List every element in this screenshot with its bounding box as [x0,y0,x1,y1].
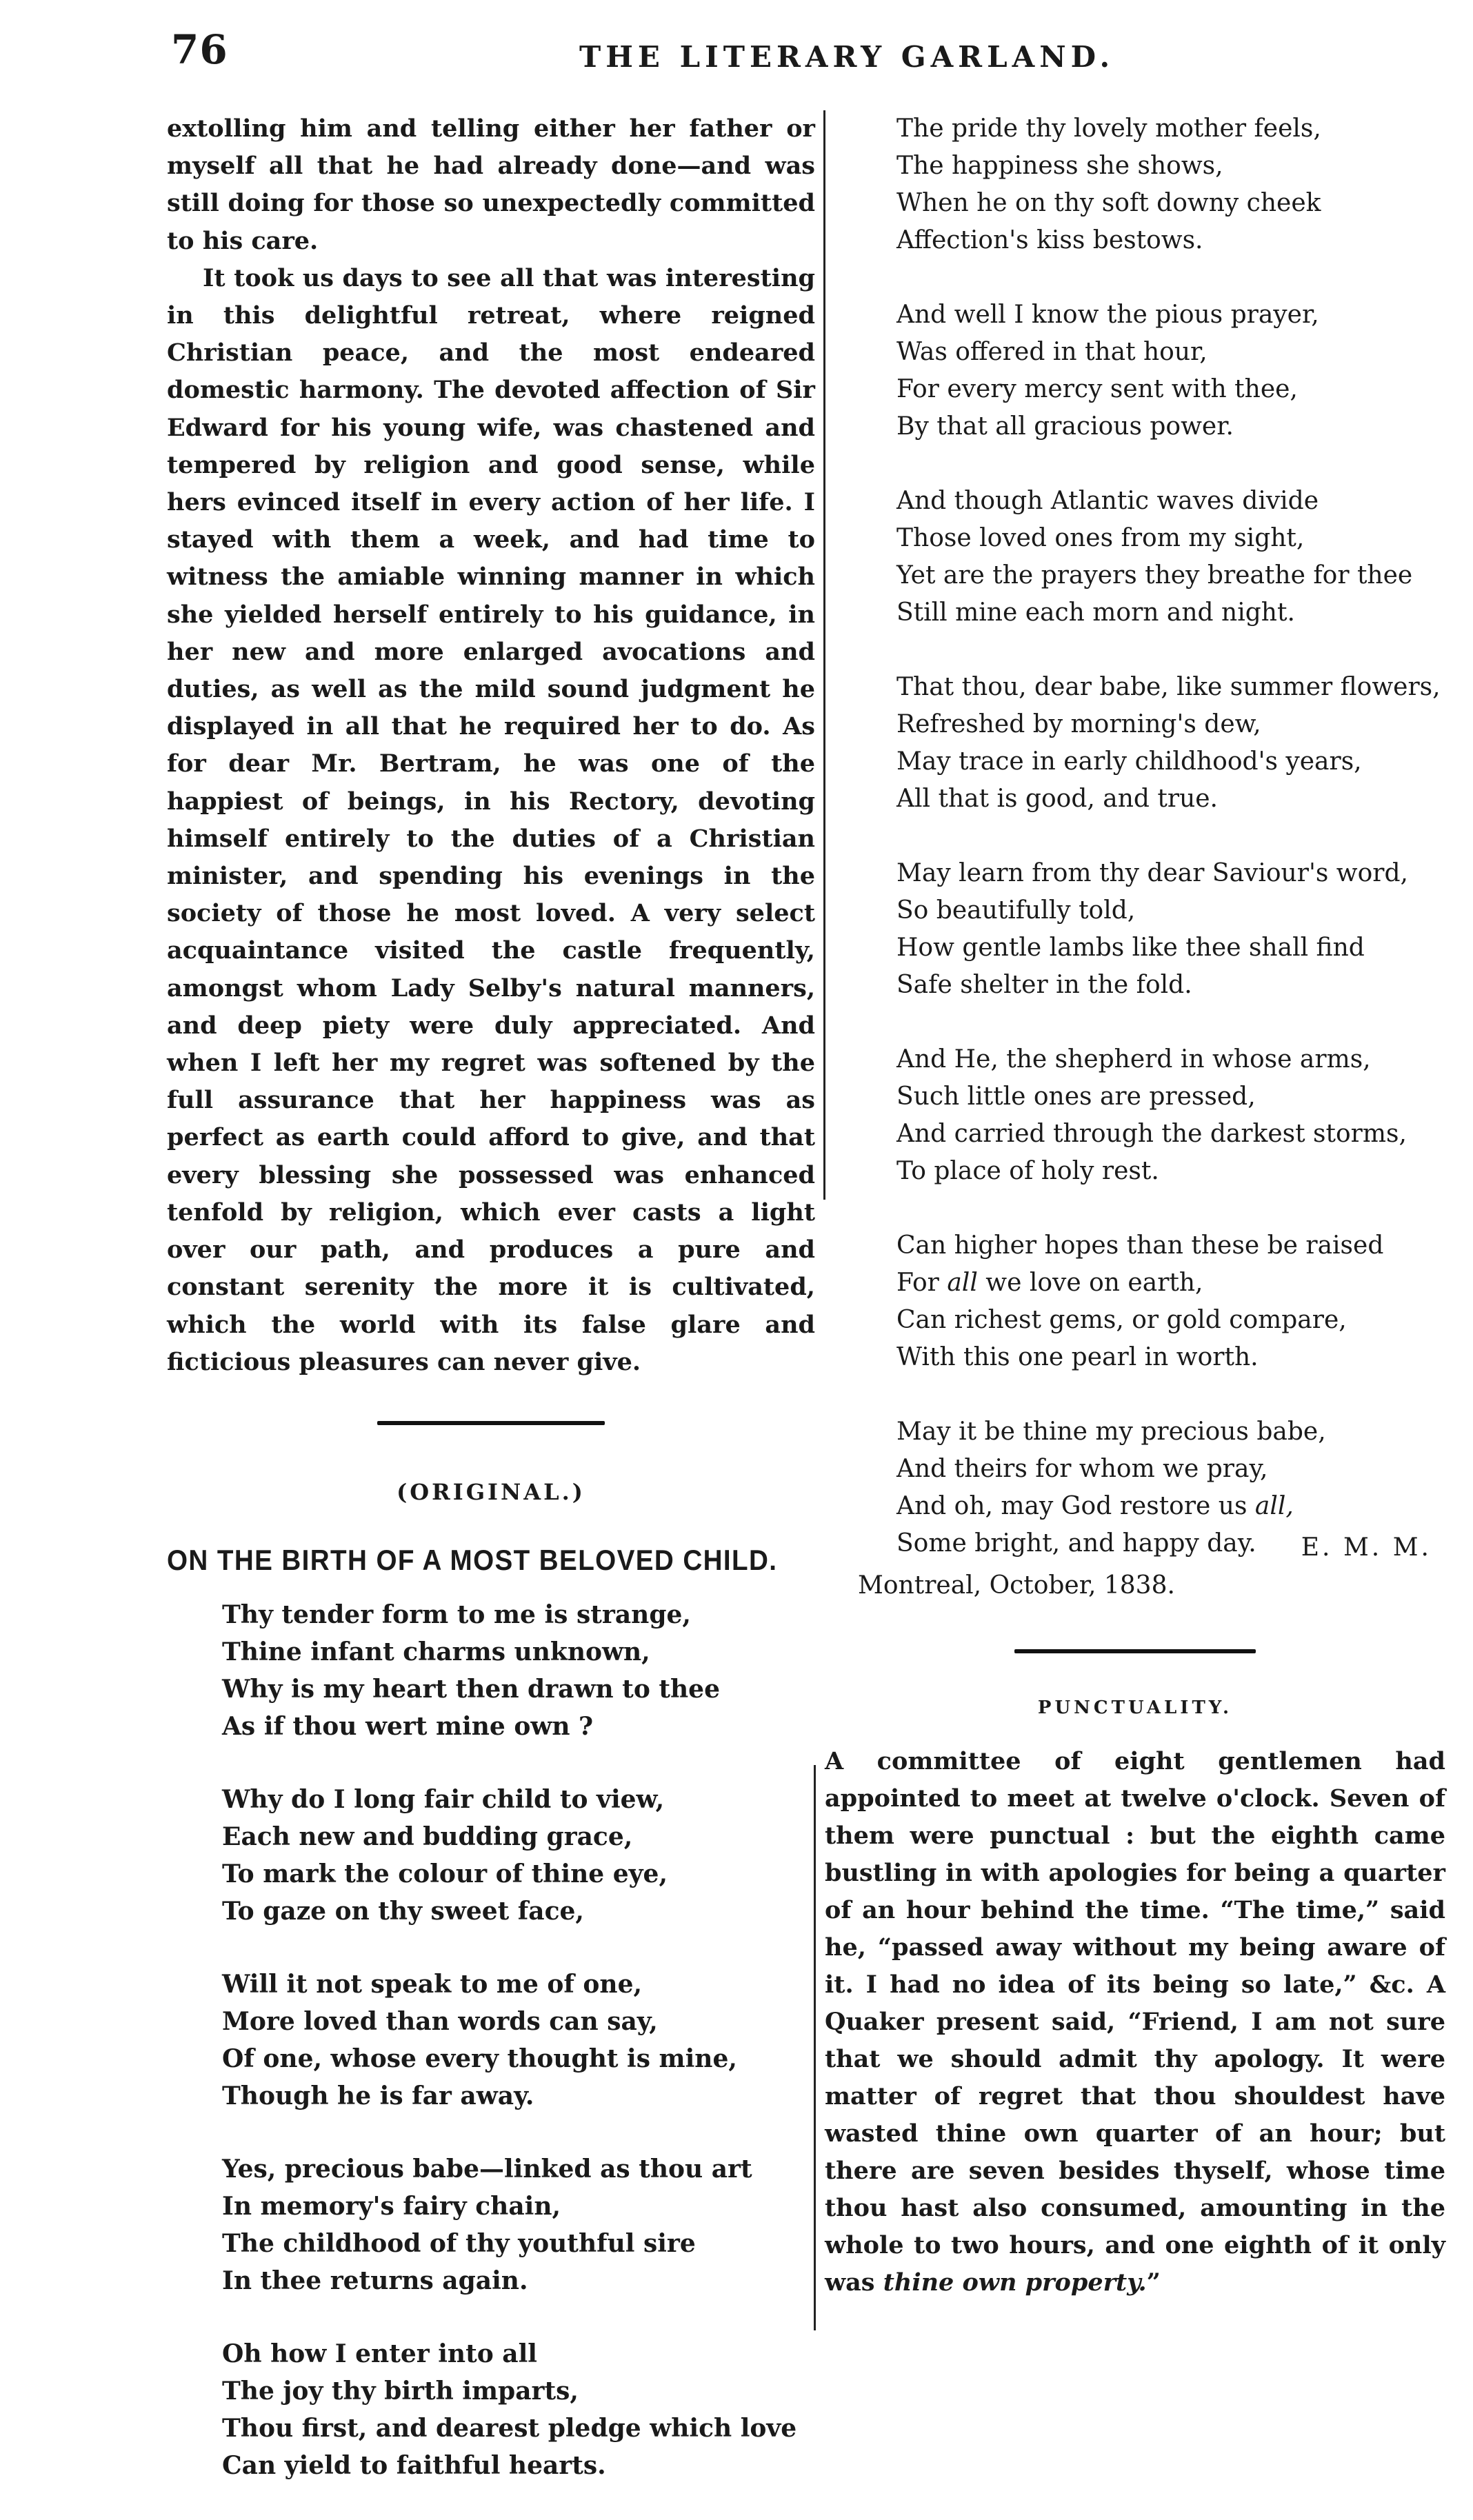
poem-line-part: we love on earth, [977,1269,1203,1297]
punctuality-emphasis: thine own property. [883,2268,1147,2297]
poem-line: Was offered in that hour, [896,338,1208,366]
poem-line: Thy tender form to me is strange, [222,1600,691,1629]
poem-stanza [222,2335,815,2484]
poem-line: To mark the colour of thine eye, [222,1859,668,1888]
poem-line: Still mine each morn and night. [896,598,1295,627]
poem-line: Though he is far away. [222,2081,534,2110]
poem-signature: E. M. M. [1301,1533,1432,1562]
poem-line-emphasis: all [947,1269,978,1297]
poem-line: Safe shelter in the fold. [896,971,1192,999]
poem-stanza [896,483,1445,632]
poem-line: Affection's kiss bestows. [896,226,1203,254]
punctuality-closing-quote: ” [1146,2268,1161,2297]
poem-line: Thou first, and dearest pledge which love [222,2413,797,2443]
poem-stanza [896,1227,1445,1376]
poem-line: The joy thy birth imparts, [222,2376,579,2406]
poem-line: To place of holy rest. [896,1157,1159,1185]
poem-line: All that is good, and true. [896,785,1218,813]
poem-line: May trace in early childhood's years, [896,747,1362,776]
poem-line: May it be thine my precious babe, [896,1418,1326,1446]
poem-line: Those loved ones from my sight, [896,524,1305,552]
poem-stanza [222,2150,815,2299]
poem-line: Yes, precious babe—linked as thou art [222,2154,752,2184]
poem-stanza [896,1041,1445,1190]
section-divider [377,1421,605,1425]
story-conclusion [167,110,815,1381]
story-paragraph: extolling him and telling either her father or myself all that he had already done—and was still doing for those so unexpectedly committed to his care. [167,114,815,255]
page-number: 76 [171,26,228,73]
poem-line: When he on thy soft downy cheek [896,189,1321,217]
poem-line: Can richest gems, or gold compare, [896,1306,1347,1334]
poem-line: Yet are the prayers they breathe for thee [896,561,1413,589]
story-paragraph: It took us days to see all that was interesting in this delightful retreat, where reigned Christian peace, and the most endeared domestic harmony. The devoted affection of Sir Edward for his young wife, was chastened and tempered by religion and good sense, while hers evinced itself in every action of her life. I stayed with them a week, and had time to witness the amiable winning manner in which she yielded herself entirely to his guidance, in her new and more enlarged avocations and duties, as well as the mild sound judgment he displayed in all that he required her to do. As for dear Mr. Bertram, he was one of the happiest of beings, in his Rectory, devoting himself entirely to the duties of a Christian minister, and spending his evenings in the society of those he most loved. A very select acquaintance visited the castle frequently, amongst whom Lady Selby's natural manners, and deep piety were duly appreciated. And when I left her my regret was softened by the full assurance that her happiness was as perfect as earth could afford to give, and that every blessing she possessed was enhanced tenfold by religion, which ever casts a light over our path, and produces a pure and constant serenity the more it is cultivated, which the world with its false glare and ficticious pleasures can never give. [167,263,815,1376]
section-divider [1014,1649,1256,1653]
poem-line: So beautifully told, [896,896,1136,925]
poem-line: The happiness she shows, [896,152,1223,180]
poem-line: That thou, dear babe, like summer flowers, [896,673,1441,701]
poem-line: In memory's fairy chain, [222,2191,561,2221]
poem-line: As if thou wert mine own ? [222,1711,594,1741]
poem-line: To gaze on thy sweet face, [222,1896,584,1926]
poem-stanza [896,296,1445,445]
poem-line: How gentle lambs like thee shall find [896,934,1365,962]
poem-line: Why do I long fair child to view, [222,1784,665,1814]
poem-right-part [825,110,1445,1562]
poem-line: The pride thy lovely mother feels, [896,114,1321,143]
left-column [167,110,815,2520]
poem-line: The childhood of thy youthful sire [222,2228,696,2258]
punctuality-text [825,1743,1445,2301]
poem-line: Each new and budding grace, [222,1822,633,1851]
poem-line: And theirs for whom we pray, [896,1455,1268,1483]
poem-line: Of one, whose every thought is mine, [222,2044,737,2073]
poem-line-emphasis: all, [1254,1492,1294,1520]
poem-line: Thine infant charms unknown, [222,1637,650,1666]
poem-line: Such little ones are pressed, [896,1082,1256,1111]
poem-stanza [222,1781,815,1930]
poem-line: In thee returns again. [222,2266,528,2295]
poem-stanza [222,1966,815,2115]
poem-stanza [896,110,1445,259]
original-label: (ORIGINAL.) [397,1478,585,1505]
poem-stanza [896,855,1445,1004]
poem-line: More loved than words can say, [222,2006,658,2036]
poem-line: And though Atlantic waves divide [896,487,1319,515]
poem-line [896,1264,1445,1302]
poem-title: ON THE BIRTH OF A MOST BELOVED CHILD. [167,1543,778,1576]
poem-line: For every mercy sent with thee, [896,375,1298,403]
punctuality-body: A committee of eight gentlemen had appointed to meet at twelve o'clock. Seven of them were punctual : but the eighth came bustling in with apologies for being a quarter of an hour behind the time. “The time,” said he, “passed away without my being aware of it. I had no idea of its being so late,” &c. A Quaker present said, “Friend, I am not sure that we should admit thy apology. It were matter of regret that thou shouldest have wasted thine own quarter of an hour; but there are seven besides thyself, whose time thou hast also consumed, amounting in the whole to two hours, and one eighth of it only was [825,1747,1445,2297]
right-column [825,110,1445,2326]
poem-stanza [222,1596,815,1745]
poem-left-part [167,1596,815,2484]
poem-line-part: And oh, may God restore us [896,1492,1255,1520]
poem-line: By that all gracious power. [896,412,1234,441]
poem-line: Can higher hopes than these be raised [896,1231,1384,1260]
poem-line: Why is my heart then drawn to thee [222,1674,720,1704]
poem-line: Refreshed by morning's dew, [896,710,1261,738]
poem-line-part: For [896,1269,948,1297]
poem-line: And well I know the pious prayer, [896,301,1319,329]
poem-line: Oh how I enter into all [222,2339,537,2368]
poem-line: With this one pearl in worth. [896,1343,1259,1371]
poem-stanza [896,669,1445,818]
poem-line [896,1488,1445,1525]
poem-line: Some bright, and happy day. [896,1529,1256,1558]
poem-place-date: Montreal, October, 1838. [858,1571,1175,1600]
punctuality-heading: PUNCTUALITY. [1037,1697,1233,1718]
poem-line: Will it not speak to me of one, [222,1969,643,1999]
poem-line: And He, the shepherd in whose arms, [896,1045,1371,1073]
poem-line: And carried through the darkest storms, [896,1120,1407,1148]
poem-line: May learn from thy dear Saviour's word, [896,859,1408,887]
running-title: THE LITERARY GARLAND. [579,40,1115,74]
poem-line: Can yield to faithful hearts. [222,2450,606,2480]
